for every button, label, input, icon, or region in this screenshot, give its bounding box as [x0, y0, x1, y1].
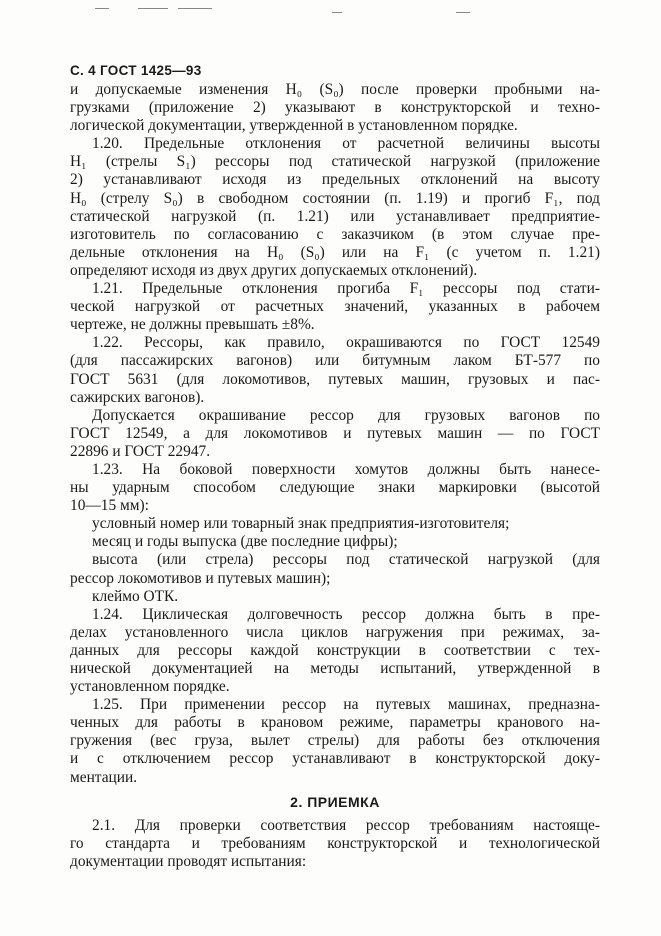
section-text — [70, 817, 600, 871]
text-line: условный номер или товарный знак предприятия-изготовителя; — [92, 515, 510, 533]
text-line: 2.1. Для проверки соответствия рессор требованиям настояще- — [92, 816, 600, 834]
scan-artifact — [456, 12, 470, 13]
text-line: ченных для работы в крановом режиме, параметры кранового на- — [70, 714, 600, 732]
scan-artifact — [95, 8, 109, 9]
main-text — [70, 81, 600, 787]
page-header: С. 4 ГОСТ 1425—93 — [70, 63, 202, 78]
text-line: клеймо ОТК. — [92, 587, 179, 605]
text-line: установленном порядке. — [70, 678, 230, 696]
text-line: 1.25. При применении рессор на путевых машинах, предназна- — [92, 696, 600, 714]
document-body — [70, 81, 600, 871]
text-line: 1.21. Предельные отклонения прогиба F₁ рессоры под стати- — [92, 280, 600, 298]
text-line: Н₀ (стрелу S₀) в свободном состоянии (п. 1.19) и прогиб F₁, под — [70, 189, 600, 207]
text-line: чертеже, не должны превышать ±8%. — [70, 316, 315, 334]
text-line: Н₁ (стрелы S₁) рессоры под статической нагрузкой (приложение — [70, 153, 600, 171]
text-line: документации проводят испытания: — [70, 852, 307, 870]
text-line: (для пассажирских вагонов) или битумным лаком БТ-577 по — [70, 352, 600, 370]
text-line: ГОСТ 5631 (для локомотивов, путевых машин, грузовых и пас- — [70, 370, 600, 388]
text-line: данных для рессоры каждой конструкции в соответствии с тех- — [70, 641, 600, 659]
text-line: ческой нагрузкой от расчетных значений, указанных в рабочем — [70, 298, 600, 316]
text-line: 1.24. Циклическая долговечность рессор должна быть в пре- — [92, 605, 600, 623]
text-line: 10—15 мм): — [70, 497, 149, 515]
text-line: 22896 и ГОСТ 22947. — [70, 442, 211, 460]
text-line: дельные отклонения на Н₀ (S₀) или на F₁ (с учетом п. 1.21) — [70, 243, 600, 261]
text-line: 1.22. Рессоры, как правило, окрашиваются по ГОСТ 12549 — [92, 334, 600, 352]
text-line: 1.23. На боковой поверхности хомутов должны быть нанесе- — [92, 460, 600, 478]
scan-artifact — [138, 8, 168, 9]
text-line: и с отключением рессор устанавливают в конструкторской доку- — [70, 750, 600, 768]
text-line: делах установленного числа циклов нагружения при режимах, за- — [70, 623, 600, 641]
text-line: 1.20. Предельные отклонения от расчетной величины высоты — [92, 135, 600, 153]
text-line: высота (или стрела) рессоры под статической нагрузкой (для — [92, 551, 600, 569]
section-heading: 2. ПРИЕМКА — [290, 793, 380, 810]
text-line: гружения (вес груза, вылет стрелы) для работы без отключения — [70, 732, 600, 750]
text-line: статической нагрузкой (п. 1.21) или устанавливает предприятие- — [70, 207, 600, 225]
text-line: нической документацией на методы испытаний, утвержденной в — [70, 660, 600, 677]
scan-artifact — [178, 8, 212, 9]
text-line: сажирских вагонов). — [70, 388, 205, 406]
text-line: изготовитель по согласованию с заказчиком (в этом случае пре- — [70, 225, 600, 243]
text-line: рессор локомотивов и путевых машин); — [70, 569, 331, 587]
text-line: месяц и годы выпуска (две последние цифры); — [92, 533, 398, 551]
text-line: ГОСТ 12549, а для локомотивов и путевых машин — по ГОСТ — [70, 424, 600, 442]
text-line: грузками (приложение 2) указывают в конструкторской и техно- — [70, 99, 600, 117]
text-line: ны ударным способом следующие знаки маркировки (высотой — [70, 479, 600, 497]
text-line: логической документации, утвержденной в установленном порядке. — [70, 117, 518, 135]
scan-artifact — [332, 12, 342, 13]
text-line: Допускается окрашивание рессор для грузовых вагонов по — [92, 406, 600, 424]
text-line: ментации. — [70, 768, 138, 786]
text-line: и допускаемые изменения Н₀ (S₀) после проверки пробными на- — [70, 81, 600, 98]
text-line: 2) устанавливают исходя из предельных отклонений на высоту — [70, 171, 600, 189]
text-line: определяют исходя из двух других допускаемых отклонений). — [70, 261, 478, 279]
text-line: го стандарта и требованиям конструкторской и технологической — [70, 834, 600, 852]
